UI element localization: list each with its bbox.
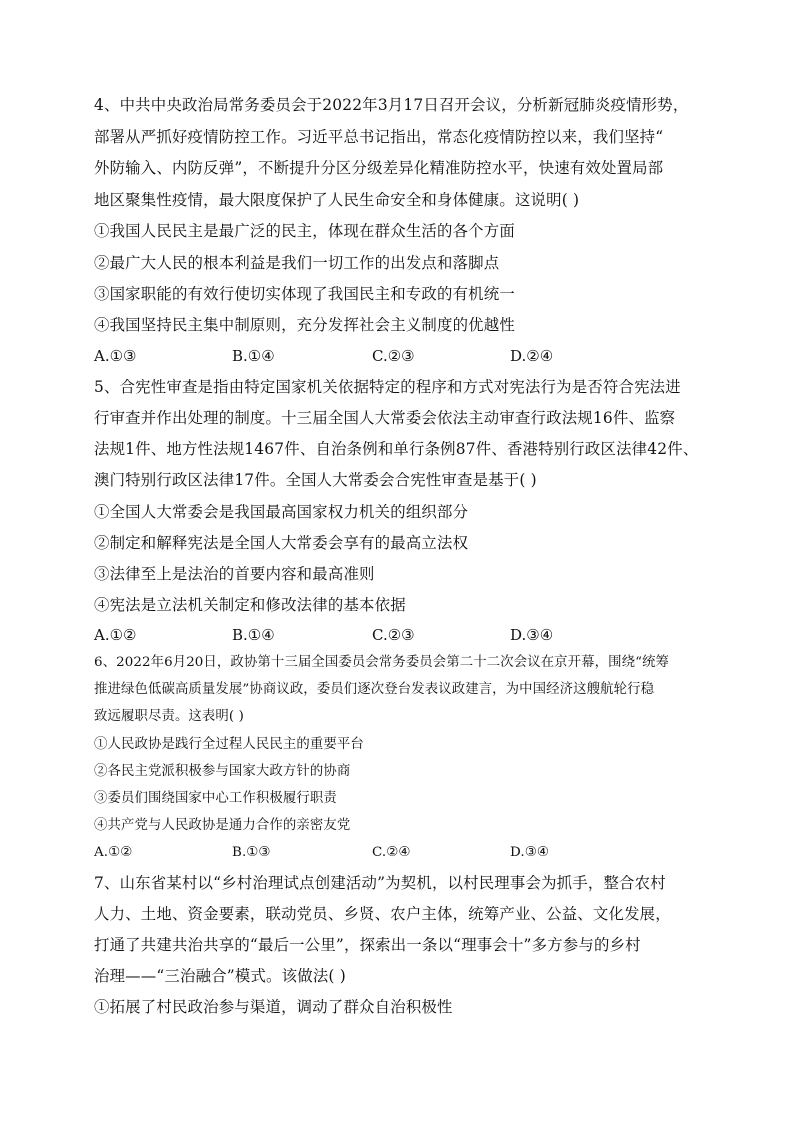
option-a[interactable]: A.①② bbox=[94, 845, 133, 860]
question-4-statement: ②最广大人民的根本利益是我们一切工作的出发点和落脚点 bbox=[94, 254, 500, 272]
option-b[interactable]: B.①④ bbox=[232, 626, 275, 644]
option-c[interactable]: C.②④ bbox=[372, 845, 411, 860]
question-5-options bbox=[94, 625, 714, 645]
question-5-statement: ④宪法是立法机关制定和修改法律的基本依据 bbox=[94, 596, 406, 614]
question-4-stem-line: 4、中共中央政治局常务委员会于2022年3月17日召开会议，分析新冠肺炎疫情形势， bbox=[94, 96, 689, 114]
option-c[interactable]: C.②③ bbox=[372, 347, 415, 365]
question-5-stem-line: 法规1件、地方性法规1467件、自治条例和单行条例87件、香港特别行政区法律42件、 bbox=[94, 440, 699, 458]
option-d[interactable]: D.③④ bbox=[510, 626, 554, 644]
question-6-stem-line: 致远履职尽责。这表明( ) bbox=[94, 709, 244, 724]
question-6-statement: ④共产党与人民政协是通力合作的亲密友党 bbox=[94, 818, 351, 833]
option-b[interactable]: B.①③ bbox=[232, 845, 271, 860]
option-b[interactable]: B.①④ bbox=[232, 347, 275, 365]
question-5-statement: ③法律至上是法治的首要内容和最高准则 bbox=[94, 565, 375, 583]
question-5-statement: ②制定和解释宪法是全国人大常委会享有的最高立法权 bbox=[94, 534, 469, 552]
question-6-statement: ①人民政协是践行全过程人民民主的重要平台 bbox=[94, 737, 364, 752]
option-d[interactable]: D.③④ bbox=[510, 845, 549, 860]
question-4-statement: ③国家职能的有效行使切实体现了我国民主和专政的有机统一 bbox=[94, 285, 515, 303]
question-5-stem-line: 行审查并作出处理的制度。十三届全国人大常委会依法主动审查行政法规16件、监察 bbox=[94, 409, 676, 427]
question-4-stem-line: 地区聚集性疫情，最大限度保护了人民生命安全和身体健康。这说明( ) bbox=[94, 191, 580, 209]
question-4-statement: ④我国坚持民主集中制原则，充分发挥社会主义制度的优越性 bbox=[94, 316, 515, 334]
option-d[interactable]: D.②④ bbox=[510, 347, 554, 365]
question-7-stem-line: 打通了共建共治共享的“最后一公里”，探索出一条以“理事会十”多方参与的乡村 bbox=[94, 936, 641, 954]
question-7-stem-line: 治理——“三治融合”模式。该做法( ) bbox=[94, 967, 346, 985]
question-6-stem-line: 6、2022年6月20日，政协第十三届全国委员会常务委员会第二十二次会议在京开幕，围绕“统筹 bbox=[94, 655, 670, 670]
question-4-stem-line: 部署从严抓好疫情防控工作。习近平总书记指出，常态化疫情防控以来，我们坚持“ bbox=[94, 128, 664, 146]
option-c[interactable]: C.②③ bbox=[372, 626, 415, 644]
option-a[interactable]: A.①③ bbox=[94, 347, 137, 365]
question-7-stem-line: 7、山东省某村以“乡村治理试点创建活动”为契机，以村民理事会为抓手，整合农村 bbox=[94, 874, 666, 892]
option-a[interactable]: A.①② bbox=[94, 626, 137, 644]
question-6-statement: ②各民主党派积极参与国家大政方针的协商 bbox=[94, 764, 351, 779]
question-5-stem-line: 5、合宪性审查是指由特定国家机关依据特定的程序和方式对宪法行为是否符合宪法进 bbox=[94, 378, 681, 396]
question-7-stem-line: 人力、土地、资金要素，联动党员、乡贤、农户主体，统筹产业、公益、文化发展， bbox=[94, 905, 671, 923]
question-5-stem-line: 澳门特别行政区法律17件。全国人大常委会合宪性审查是基于( ) bbox=[94, 471, 537, 489]
question-4-stem-line: 外防输入、内防反弹”，不断提升分区分级差异化精准防控水平，快速有效处置局部 bbox=[94, 159, 664, 177]
question-6-statement: ③委员们围绕国家中心工作积极履行职责 bbox=[94, 791, 337, 806]
question-5-statement: ①全国人大常委会是我国最高国家权力机关的组织部分 bbox=[94, 503, 469, 521]
question-7-statement: ①拓展了村民政治参与渠道，调动了群众自治积极性 bbox=[94, 998, 453, 1016]
question-6-stem-line: 推进绿色低碳高质量发展”协商议政，委员们逐次登台发表议政建言，为中国经济这艘航轮行稳 bbox=[94, 682, 655, 697]
question-4-options bbox=[94, 346, 714, 366]
question-4-statement: ①我国人民民主是最广泛的民主，体现在群众生活的各个方面 bbox=[94, 222, 515, 240]
question-6-options bbox=[94, 843, 714, 863]
